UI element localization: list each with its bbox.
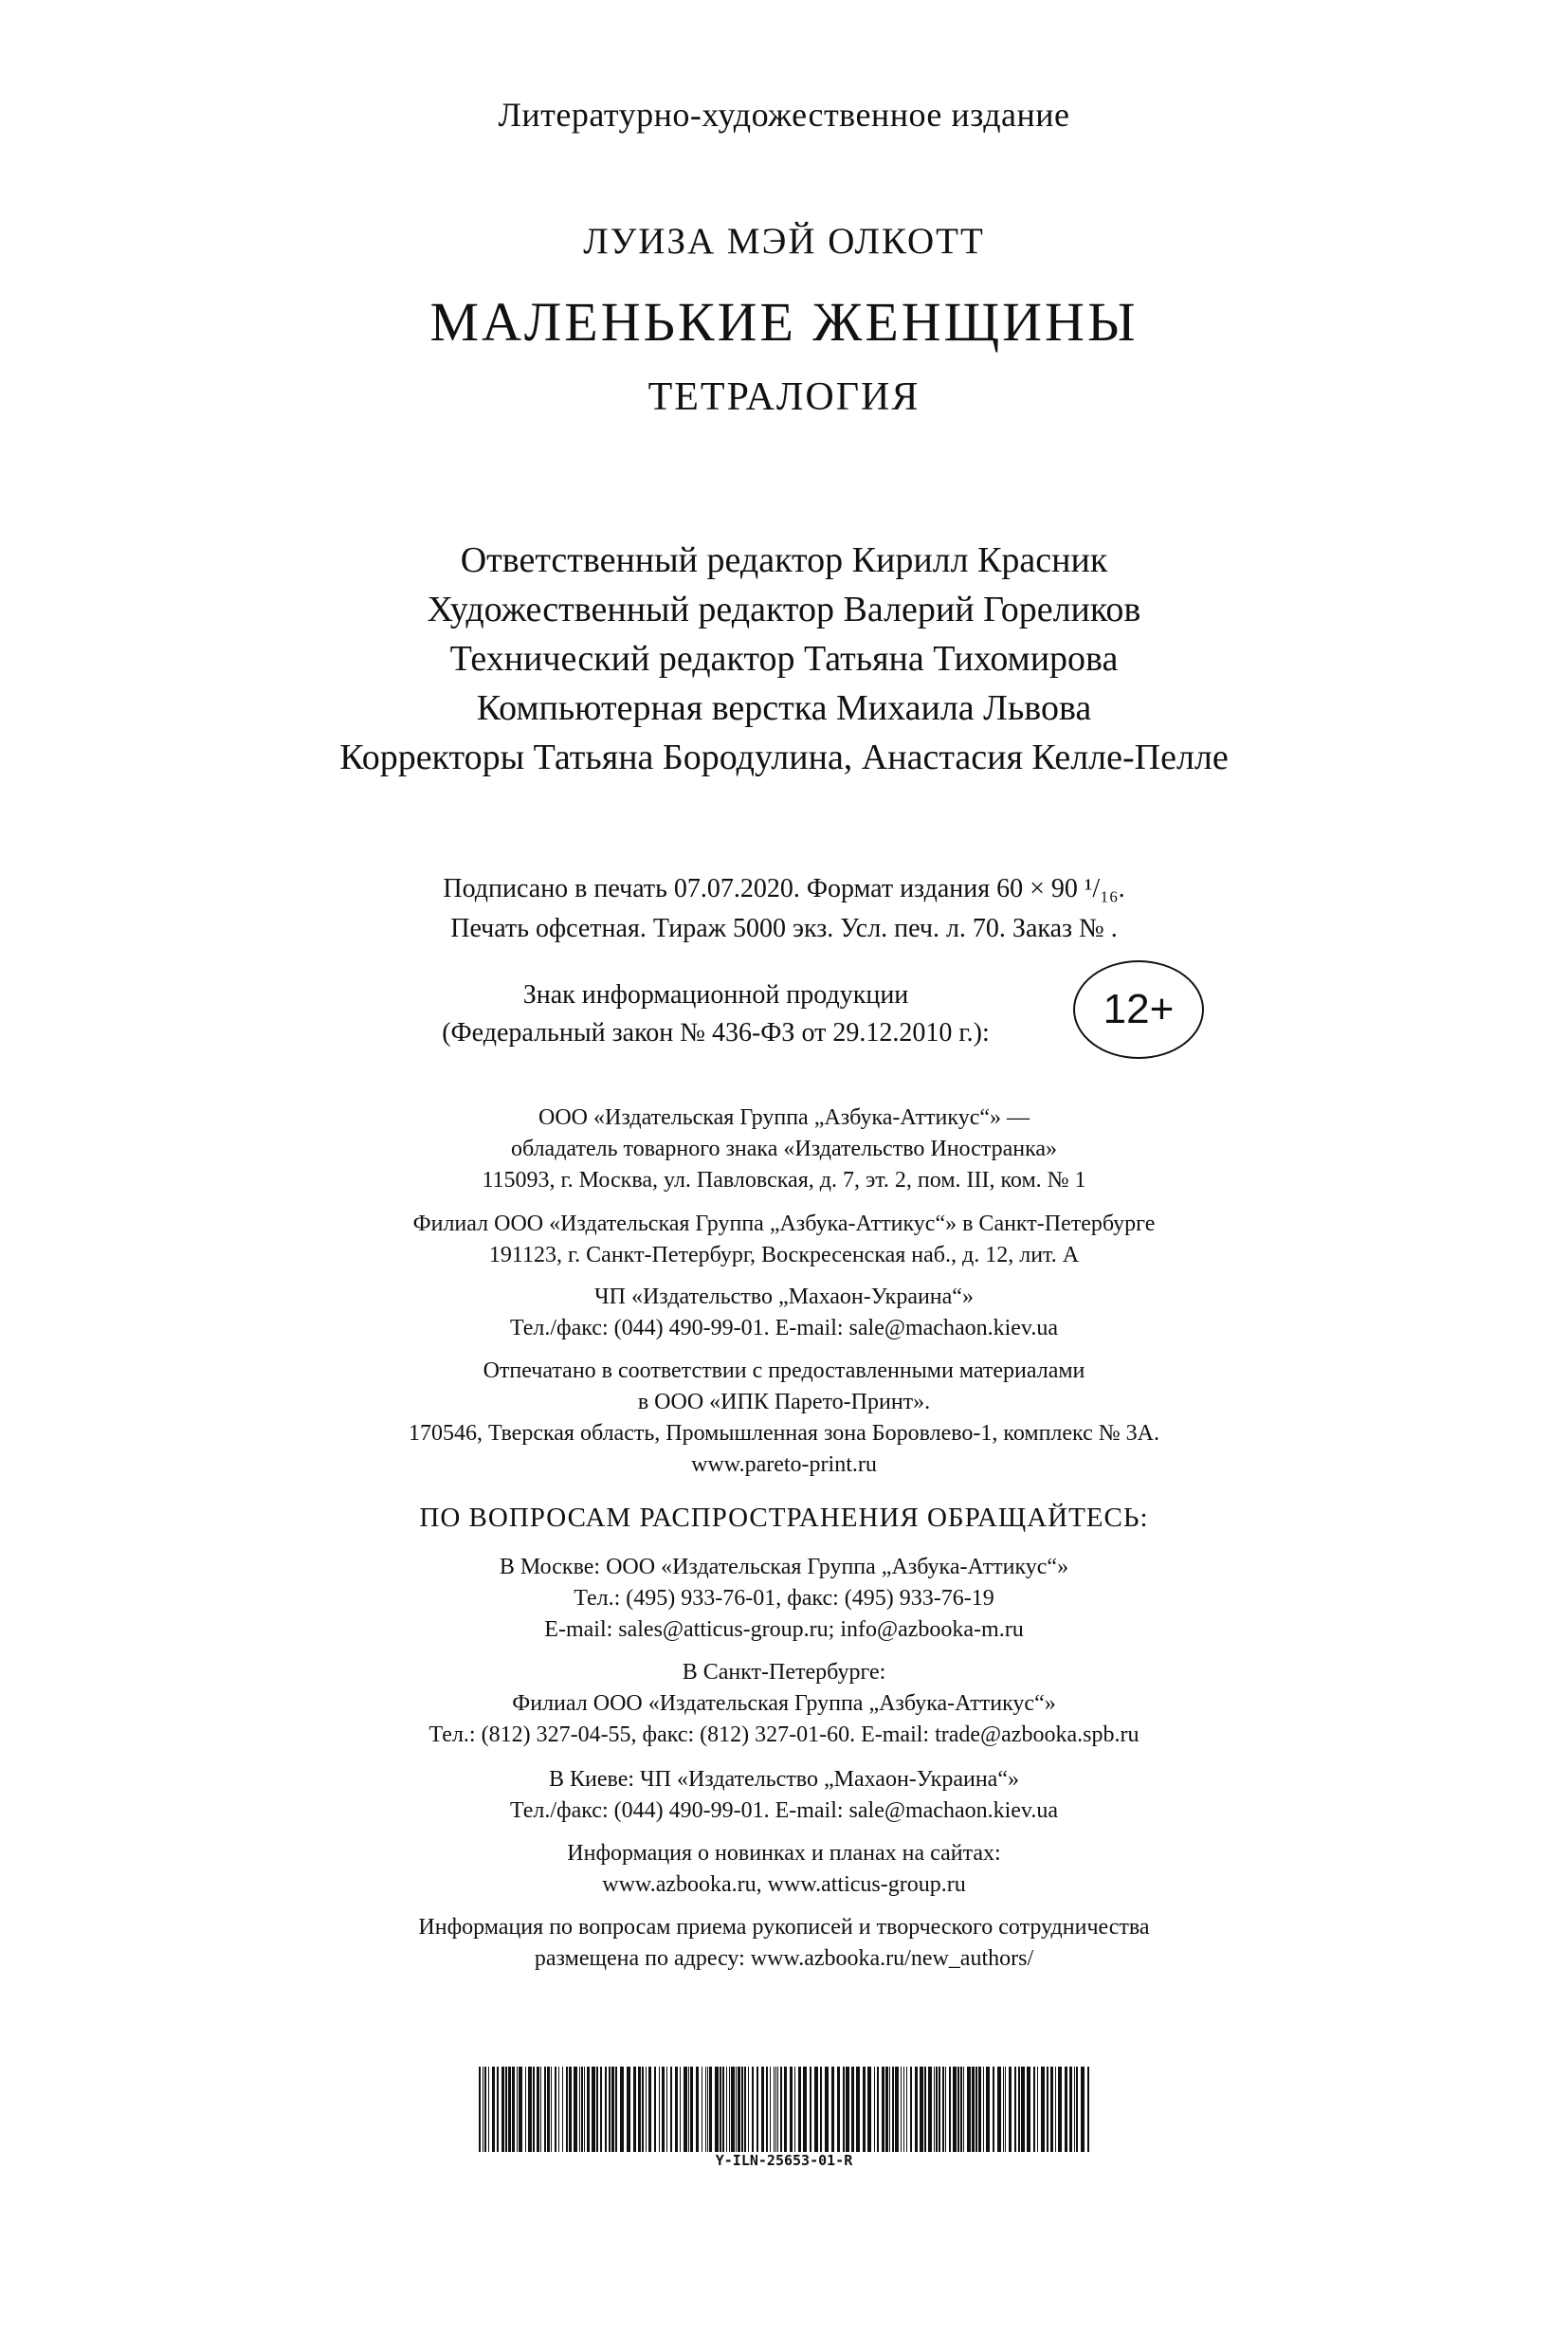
barcode-bar [837,2067,840,2152]
barcode-bar [488,2067,489,2152]
barcode-bar [1021,2067,1025,2152]
barcode-bar [889,2067,890,2152]
barcode-bar [670,2067,672,2152]
barcode-bar [780,2067,782,2152]
barcode-bar [1081,2067,1085,2152]
barcode [479,2067,1095,2157]
barcode-bar [882,2067,884,2152]
barcode-bar [1033,2067,1035,2152]
barcode-bar [963,2067,964,2152]
barcode-bar [741,2067,743,2152]
barcode-bar [646,2067,647,2152]
barcode-bar [820,2067,822,2152]
barcode-bar [1041,2067,1045,2152]
barcode-bar [863,2067,866,2152]
publisher-line: 115093, г. Москва, ул. Павловская, д. 7, эт. 2, пом. III, ком. № 1 [482,1168,1086,1193]
barcode-bar [551,2067,552,2152]
barcode-bar [525,2067,526,2152]
barcode-bar [885,2067,888,2152]
barcode-bar [1003,2067,1004,2152]
barcode-bar [967,2067,971,2152]
barcode-bar [810,2067,811,2152]
barcode-bar [794,2067,795,2152]
publisher-line: обладатель товарного знака «Издательство Иностранка» [510,1137,1058,1161]
barcode-bar [581,2067,583,2152]
barcode-bar [867,2067,871,2152]
barcode-bar [777,2067,778,2152]
barcode-bar [688,2067,689,2152]
barcode-bar [843,2067,845,2152]
barcode-bar [1058,2067,1062,2152]
barcode-bar [736,2067,737,2152]
barcode-bar [484,2067,486,2152]
genre-label: Литературно-художественное издание [498,96,1070,134]
barcode-bar [675,2067,678,2152]
barcode-bar [831,2067,834,2152]
barcode-bar [738,2067,740,2152]
manuscripts-line: Информация по вопросам приема рукописей и творческого сотрудничества [418,1915,1150,1940]
barcode-bar [659,2067,660,2152]
barcode-bar [707,2067,708,2152]
barcode-bar [874,2067,875,2152]
book-title: МАЛЕНЬКИЕ ЖЕНЩИНЫ [429,291,1139,353]
print-details [0,869,1568,949]
barcode-bar [1069,2067,1072,2152]
author-name: ЛУИЗА МЭЙ ОЛКОТТ [583,221,985,262]
staff-line: Художественный редактор Валерий Гореликов [427,590,1141,629]
barcode-bar [1055,2067,1056,2152]
barcode-bar [609,2067,611,2152]
barcode-bar [1047,2067,1048,2152]
barcode-bar [562,2067,563,2152]
barcode-bar [517,2067,518,2152]
barcode-bar [544,2067,546,2152]
barcode-bar [662,2067,665,2152]
barcode-bar [666,2067,667,2152]
barcode-bar [540,2067,541,2152]
barcode-bar [1005,2067,1006,2152]
barcode-bar [705,2067,706,2152]
barcode-bar [790,2067,793,2152]
barcode-bar [1009,2067,1012,2152]
barcode-bar [856,2067,860,2152]
barcode-bar [993,2067,994,2152]
barcode-bar [892,2067,894,2152]
barcode-bar [726,2067,727,2152]
ukraine-block [0,1282,1568,1344]
barcode-bar [752,2067,754,2152]
ukraine-line: Тел./факс: (044) 490-99-01. E-mail: sale@machaon.kiev.ua [509,1316,1059,1340]
barcode-bar [558,2067,559,2152]
barcode-bar [648,2067,651,2152]
barcode-bar [910,2067,912,2152]
barcode-bar [814,2067,818,2152]
staff-credits [0,536,1568,782]
websites-block [0,1838,1568,1901]
barcode-bar [784,2067,787,2152]
barcode-text: Y-ILN-25653-01-R [715,2152,853,2169]
barcode-bar [709,2067,712,2152]
ukraine-line: ЧП «Издательство „Махаон-Украина“» [594,1285,974,1309]
barcode-bar [512,2067,515,2152]
staff-line: Ответственный редактор Кирилл Красник [460,540,1108,580]
barcode-bar [497,2067,499,2152]
barcode-bar [1076,2067,1078,2152]
barcode-bar [983,2067,984,2152]
distribution-kiev [0,1764,1568,1827]
barcode-bar [587,2067,590,2152]
distribution-line: Филиал ООО «Издательская Группа „Азбука-Аттикус“» [512,1691,1056,1716]
branch-line: Филиал ООО «Издательская Группа „Азбука-Аттикус“» в Санкт-Петербурге [412,1212,1156,1236]
distribution-moscow [0,1552,1568,1646]
barcode-bar [620,2067,624,2152]
info-product-line: (Федеральный закон № 436-ФЗ от 29.12.2010 г.): [442,1018,990,1048]
barcode-bar [936,2067,938,2152]
barcode-bar [934,2067,935,2152]
barcode-bar [519,2067,522,2152]
barcode-bar [508,2067,511,2152]
barcode-bar [633,2067,636,2152]
barcode-bar [1087,2067,1089,2152]
barcode-bar [770,2067,771,2152]
barcode-bar [928,2067,932,2152]
barcode-bar [731,2067,735,2152]
barcode-bar [479,2067,481,2152]
distribution-line: Тел.: (495) 933-76-01, факс: (495) 933-76-19 [574,1586,994,1611]
barcode-bar [492,2067,495,2152]
barcode-bar [761,2067,764,2152]
barcode-bar [915,2067,918,2152]
staff-line: Компьютерная верстка Михаила Львова [476,688,1092,728]
barcode-bar [1018,2067,1020,2152]
distribution-line: В Киеве: ЧП «Издательство „Махаон-Украина“» [549,1767,1019,1792]
barcode-bar [680,2067,681,2152]
barcode-bar [627,2067,630,2152]
distribution-line: Тел./факс: (044) 490-99-01. E-mail: sale@machaon.kiev.ua [509,1798,1059,1823]
barcode-bar [757,2067,758,2152]
barcode-bar [846,2067,849,2152]
barcode-bar [579,2067,580,2152]
barcode-bar [748,2067,749,2152]
print-details-line: Печать офсетная. Тираж 5000 экз. Усл. печ. л. 70. Заказ № . [450,914,1118,943]
barcode-bar [942,2067,944,2152]
barcode-bars [479,2067,1095,2152]
barcode-bar [895,2067,899,2152]
barcode-bar [715,2067,719,2152]
printer-line: www.pareto-print.ru [691,1452,877,1477]
printer-block [0,1356,1568,1481]
printer-line: в ООО «ИПК Парето-Принт». [637,1390,931,1414]
barcode-bar [1074,2067,1075,2152]
barcode-bar [638,2067,641,2152]
print-details-line: Подписано в печать 07.07.2020. Формат издания 60 × 90 ¹/₁₆. [443,874,1125,903]
barcode-bar [939,2067,940,2152]
barcode-bar [798,2067,801,2152]
printer-line: 170546, Тверская область, Промышленная зона Боровлево-1, комплекс № 3А. [409,1421,1159,1446]
barcode-bar [547,2067,550,2152]
barcode-bar [920,2067,923,2152]
distribution-line: В Санкт-Петербурге: [682,1660,886,1685]
barcode-bar [957,2067,959,2152]
barcode-bar [877,2067,879,2152]
barcode-bar [569,2067,572,2152]
distribution-line: В Москве: ООО «Издательская Группа „Азбука-Аттикус“» [499,1555,1069,1579]
barcode-bar [533,2067,535,2152]
barcode-bar [1065,2067,1067,2152]
barcode-bar [851,2067,854,2152]
barcode-bar [903,2067,904,2152]
barcode-bar [949,2067,951,2152]
barcode-bar [975,2067,977,2152]
barcode-bar [720,2067,721,2152]
distribution-spb [0,1657,1568,1751]
barcode-bar [537,2067,539,2152]
barcode-bar [584,2067,585,2152]
barcode-bar [615,2067,617,2152]
websites-line: Информация о новинках и планах на сайтах: [567,1841,1001,1866]
barcode-bar [960,2067,962,2152]
barcode-bar [825,2067,829,2152]
barcode-bar [775,2067,776,2152]
branch-block [0,1209,1568,1271]
publisher-line: ООО «Издательская Группа „Азбука-Аттикус“» — [538,1105,1030,1130]
barcode-bar [997,2067,1001,2152]
barcode-bar [654,2067,656,2152]
barcode-bar [901,2067,902,2152]
staff-line: Технический редактор Татьяна Тихомирова [449,639,1119,679]
age-rating-badge: 12+ [1073,960,1204,1059]
barcode-bar [684,2067,687,2152]
barcode-bar [803,2067,807,2152]
barcode-bar [528,2067,532,2152]
barcode-bar [592,2067,595,2152]
barcode-bar [605,2067,607,2152]
barcode-bar [972,2067,975,2152]
barcode-bar [611,2067,614,2152]
barcode-bar [729,2067,730,2152]
book-subtitle: ТЕТРАЛОГИЯ [647,375,921,419]
branch-line: 191123, г. Санкт-Петербург, Воскресенская наб., д. 12, лит. А [488,1243,1080,1267]
distribution-heading: ПО ВОПРОСАМ РАСПРОСТРАНЕНИЯ ОБРАЩАЙТЕСЬ: [419,1503,1149,1533]
barcode-bar [945,2067,946,2152]
distribution-line: Тел.: (812) 327-04-55, факс: (812) 327-01-60. E-mail: trade@azbooka.spb.ru [428,1722,1140,1747]
barcode-bar [600,2067,602,2152]
barcode-bar [696,2067,699,2152]
barcode-bar [953,2067,957,2152]
barcode-bar [1027,2067,1030,2152]
barcode-bar [774,2067,775,2152]
barcode-bar [566,2067,568,2152]
publisher-block [0,1103,1568,1196]
websites-line: www.azbooka.ru, www.atticus-group.ru [602,1872,966,1897]
barcode-bar [1014,2067,1016,2152]
barcode-bar [1050,2067,1053,2152]
barcode-bar [906,2067,907,2152]
printer-line: Отпечатано в соответствии с предоставленными материалами [483,1358,1085,1383]
staff-line: Корректоры Татьяна Бородулина, Анастасия Келле-Пелле [339,738,1229,777]
info-product-notice [360,976,1071,1052]
barcode-bar [924,2067,926,2152]
barcode-bar [505,2067,507,2152]
barcode-bar [642,2067,644,2152]
barcode-bar [596,2067,598,2152]
manuscripts-block [0,1912,1568,1975]
barcode-bar [766,2067,768,2152]
barcode-bar [744,2067,746,2152]
barcode-bar [978,2067,981,2152]
barcode-bar [574,2067,577,2152]
distribution-line: E-mail: sales@atticus-group.ru; info@azbooka-m.ru [544,1617,1024,1642]
barcode-bar [555,2067,556,2152]
info-product-line: Знак информационной продукции [522,980,909,1010]
barcode-bar [986,2067,990,2152]
barcode-bar [501,2067,504,2152]
manuscripts-line: размещена по адресу: www.azbooka.ru/new_authors/ [534,1946,1034,1971]
barcode-bar [690,2067,693,2152]
barcode-bar [722,2067,724,2152]
barcode-bar [1037,2067,1038,2152]
